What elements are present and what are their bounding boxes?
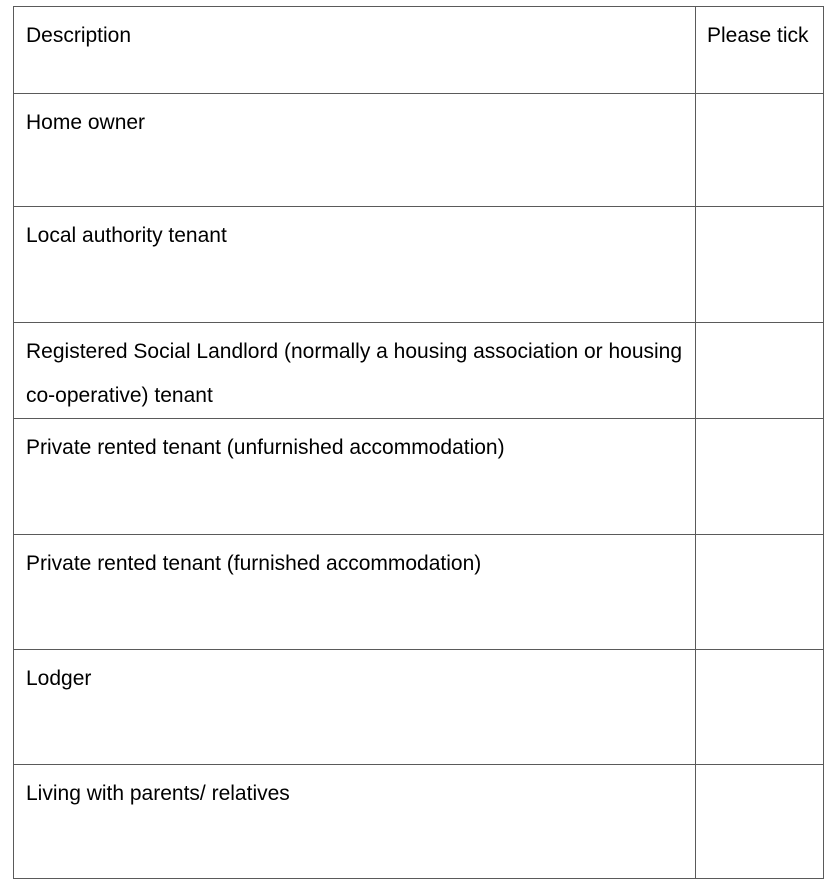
tick-cell[interactable] <box>696 323 824 419</box>
description-cell <box>14 323 696 419</box>
description-text: Private rented tenant (furnished accommodation) <box>26 552 482 575</box>
table-row <box>14 94 824 207</box>
table-row <box>14 207 824 323</box>
description-cell <box>14 94 696 207</box>
tick-cell[interactable] <box>696 535 824 650</box>
table-row <box>14 650 824 765</box>
header-cell-description <box>14 7 696 94</box>
housing-status-table <box>13 6 824 879</box>
table-row <box>14 323 824 419</box>
tick-cell[interactable] <box>696 765 824 879</box>
description-text: Local authority tenant <box>26 224 227 247</box>
tick-cell[interactable] <box>696 650 824 765</box>
description-text: Lodger <box>26 667 92 690</box>
header-label-please-tick: Please tick <box>707 24 809 47</box>
description-cell <box>14 765 696 879</box>
tick-cell[interactable] <box>696 94 824 207</box>
description-text: Private rented tenant (unfurnished accommodation) <box>26 436 505 459</box>
header-cell-please-tick <box>696 7 824 94</box>
description-cell <box>14 207 696 323</box>
table-row <box>14 535 824 650</box>
description-text: Living with parents/ relatives <box>26 782 290 805</box>
header-label-description: Description <box>26 24 132 47</box>
description-text: Registered Social Landlord (normally a housing association or housing co-operative) tenant <box>26 340 683 407</box>
table-header-row <box>14 7 824 94</box>
tick-cell[interactable] <box>696 207 824 323</box>
tick-cell[interactable] <box>696 419 824 535</box>
description-text: Home owner <box>26 111 146 134</box>
description-cell <box>14 535 696 650</box>
description-cell <box>14 650 696 765</box>
table-row <box>14 419 824 535</box>
table-row <box>14 765 824 879</box>
description-cell <box>14 419 696 535</box>
